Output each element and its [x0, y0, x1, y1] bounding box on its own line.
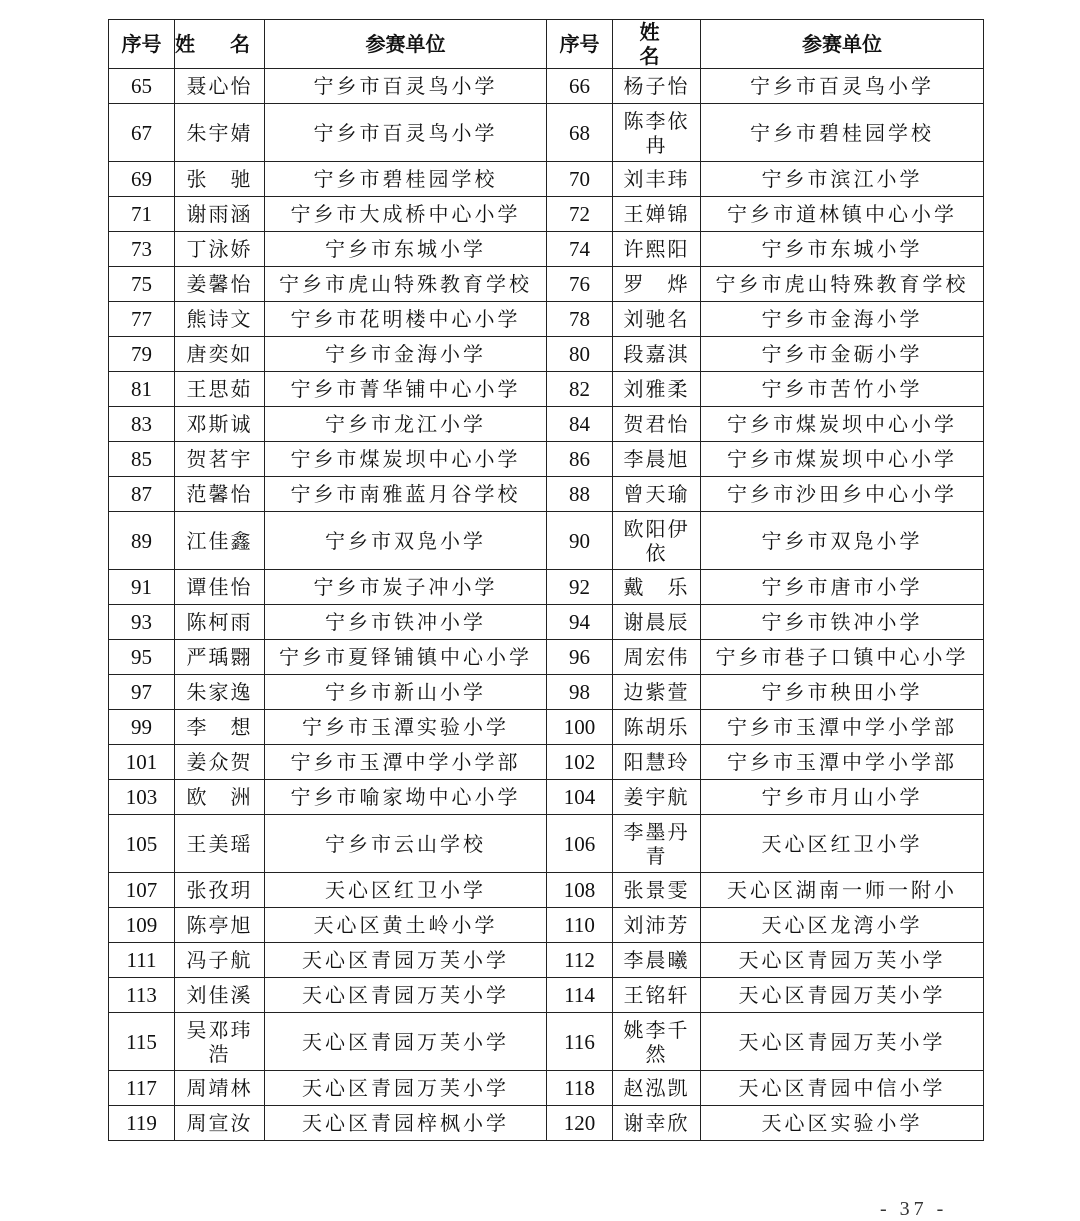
seq-right-cell: 112: [547, 943, 613, 978]
unit-right-cell: 宁乡市玉潭中学小学部: [701, 745, 984, 780]
table-row: [109, 372, 984, 407]
name-left-cell: 谢雨涵: [175, 197, 265, 232]
unit-right-cell: 天心区实验小学: [701, 1106, 984, 1141]
table-row: [109, 978, 984, 1013]
name-right-cell: 陈胡乐: [613, 710, 701, 745]
seq-left-cell: 81: [109, 372, 175, 407]
table-row: [109, 69, 984, 104]
name-right-cell: 李晨曦: [613, 943, 701, 978]
name-right-cell: 刘雅柔: [613, 372, 701, 407]
seq-right-cell: 102: [547, 745, 613, 780]
unit-left-cell: 宁乡市云山学校: [265, 815, 547, 873]
name-right-cell: 段嘉淇: [613, 337, 701, 372]
name-right-cell: 王铭轩: [613, 978, 701, 1013]
name-right-cell: 刘沛芳: [613, 908, 701, 943]
name-left-cell: 熊诗文: [175, 302, 265, 337]
name-right-cell: 刘丰玮: [613, 162, 701, 197]
unit-right-cell: 天心区青园万芙小学: [701, 943, 984, 978]
seq-left-cell: 95: [109, 640, 175, 675]
unit-left-cell: 宁乡市虎山特殊教育学校: [265, 267, 547, 302]
seq-right-cell: 110: [547, 908, 613, 943]
name-left-cell: 严瑀翾: [175, 640, 265, 675]
seq-left-cell: 109: [109, 908, 175, 943]
unit-left-cell: 天心区青园万芙小学: [265, 1071, 547, 1106]
header-name-right: 姓 名: [613, 20, 701, 69]
unit-right-cell: 宁乡市双凫小学: [701, 512, 984, 570]
seq-right-cell: 84: [547, 407, 613, 442]
name-left-cell: 丁泳娇: [175, 232, 265, 267]
unit-right-cell: 宁乡市沙田乡中心小学: [701, 477, 984, 512]
unit-right-cell: 宁乡市铁冲小学: [701, 605, 984, 640]
name-right-cell: 李墨丹青: [613, 815, 701, 873]
name-right-cell: 李晨旭: [613, 442, 701, 477]
unit-left-cell: 天心区青园梓枫小学: [265, 1106, 547, 1141]
seq-left-cell: 91: [109, 570, 175, 605]
seq-left-cell: 73: [109, 232, 175, 267]
name-right-cell: 谢幸欣: [613, 1106, 701, 1141]
table-row: [109, 267, 984, 302]
seq-right-cell: 94: [547, 605, 613, 640]
table-row: [109, 197, 984, 232]
table-body: [109, 69, 984, 1141]
header-seq-right: 序号: [547, 20, 613, 69]
unit-right-cell: 天心区青园万芙小学: [701, 1013, 984, 1071]
unit-left-cell: 天心区黄土岭小学: [265, 908, 547, 943]
name-right-cell: 边紫萱: [613, 675, 701, 710]
seq-right-cell: 72: [547, 197, 613, 232]
name-right-cell: 贺君怡: [613, 407, 701, 442]
unit-right-cell: 天心区青园中信小学: [701, 1071, 984, 1106]
name-left-cell: 刘佳溪: [175, 978, 265, 1013]
seq-right-cell: 66: [547, 69, 613, 104]
name-left-cell: 姜众贺: [175, 745, 265, 780]
unit-right-cell: 宁乡市东城小学: [701, 232, 984, 267]
seq-left-cell: 65: [109, 69, 175, 104]
unit-left-cell: 宁乡市铁冲小学: [265, 605, 547, 640]
unit-left-cell: 宁乡市双凫小学: [265, 512, 547, 570]
seq-right-cell: 78: [547, 302, 613, 337]
unit-right-cell: 宁乡市滨江小学: [701, 162, 984, 197]
name-left-cell: 朱宇婧: [175, 104, 265, 162]
name-right-cell: 阳慧玲: [613, 745, 701, 780]
unit-right-cell: 宁乡市玉潭中学小学部: [701, 710, 984, 745]
unit-right-cell: 宁乡市金海小学: [701, 302, 984, 337]
table-row: [109, 908, 984, 943]
seq-right-cell: 120: [547, 1106, 613, 1141]
unit-left-cell: 宁乡市玉潭中学小学部: [265, 745, 547, 780]
name-left-cell: 吴邓玮浩: [175, 1013, 265, 1071]
name-left-cell: 陈柯雨: [175, 605, 265, 640]
unit-right-cell: 宁乡市百灵鸟小学: [701, 69, 984, 104]
seq-left-cell: 77: [109, 302, 175, 337]
seq-left-cell: 111: [109, 943, 175, 978]
unit-right-cell: 宁乡市虎山特殊教育学校: [701, 267, 984, 302]
table-row: [109, 442, 984, 477]
table-row: [109, 1106, 984, 1141]
header-unit-right: 参赛单位: [701, 20, 984, 69]
name-left-cell: 张 驰: [175, 162, 265, 197]
name-right-cell: 周宏伟: [613, 640, 701, 675]
unit-left-cell: 宁乡市南雅蓝月谷学校: [265, 477, 547, 512]
unit-left-cell: 宁乡市喻家坳中心小学: [265, 780, 547, 815]
name-right-cell: 曾天瑜: [613, 477, 701, 512]
name-left-cell: 朱家逸: [175, 675, 265, 710]
seq-left-cell: 97: [109, 675, 175, 710]
unit-right-cell: 宁乡市煤炭坝中心小学: [701, 442, 984, 477]
unit-right-cell: 天心区青园万芙小学: [701, 978, 984, 1013]
unit-left-cell: 宁乡市东城小学: [265, 232, 547, 267]
unit-left-cell: 宁乡市大成桥中心小学: [265, 197, 547, 232]
unit-left-cell: 宁乡市花明楼中心小学: [265, 302, 547, 337]
seq-left-cell: 113: [109, 978, 175, 1013]
table-row: [109, 337, 984, 372]
unit-left-cell: 宁乡市金海小学: [265, 337, 547, 372]
name-right-cell: 张景雯: [613, 873, 701, 908]
name-left-cell: 陈亭旭: [175, 908, 265, 943]
name-right-cell: 戴 乐: [613, 570, 701, 605]
table-row: [109, 162, 984, 197]
seq-right-cell: 86: [547, 442, 613, 477]
table-row: [109, 815, 984, 873]
table-row: [109, 605, 984, 640]
name-right-cell: 许熙阳: [613, 232, 701, 267]
unit-left-cell: 宁乡市夏铎铺镇中心小学: [265, 640, 547, 675]
name-right-cell: 欧阳伊依: [613, 512, 701, 570]
table-row: [109, 675, 984, 710]
table-row: [109, 570, 984, 605]
table-row: [109, 477, 984, 512]
name-left-cell: 王美瑶: [175, 815, 265, 873]
table-row: [109, 1071, 984, 1106]
seq-left-cell: 85: [109, 442, 175, 477]
name-left-cell: 贺茗宇: [175, 442, 265, 477]
unit-left-cell: 天心区青园万芙小学: [265, 1013, 547, 1071]
seq-right-cell: 108: [547, 873, 613, 908]
seq-left-cell: 67: [109, 104, 175, 162]
seq-right-cell: 70: [547, 162, 613, 197]
table-row: [109, 745, 984, 780]
seq-right-cell: 116: [547, 1013, 613, 1071]
name-left-cell: 李 想: [175, 710, 265, 745]
seq-right-cell: 88: [547, 477, 613, 512]
name-left-cell: 张孜玥: [175, 873, 265, 908]
unit-right-cell: 宁乡市煤炭坝中心小学: [701, 407, 984, 442]
name-right-cell: 姜宇航: [613, 780, 701, 815]
table-row: [109, 943, 984, 978]
unit-left-cell: 宁乡市菁华铺中心小学: [265, 372, 547, 407]
unit-left-cell: 天心区青园万芙小学: [265, 978, 547, 1013]
name-right-cell: 刘驰名: [613, 302, 701, 337]
name-left-cell: 唐奕如: [175, 337, 265, 372]
unit-right-cell: 宁乡市月山小学: [701, 780, 984, 815]
table-row: [109, 407, 984, 442]
seq-left-cell: 103: [109, 780, 175, 815]
table-row: [109, 710, 984, 745]
seq-left-cell: 87: [109, 477, 175, 512]
name-right-cell: 罗 烨: [613, 267, 701, 302]
seq-right-cell: 82: [547, 372, 613, 407]
name-left-cell: 聂心怡: [175, 69, 265, 104]
name-left-cell: 王思茹: [175, 372, 265, 407]
name-left-cell: 江佳鑫: [175, 512, 265, 570]
seq-left-cell: 83: [109, 407, 175, 442]
seq-left-cell: 71: [109, 197, 175, 232]
unit-left-cell: 宁乡市煤炭坝中心小学: [265, 442, 547, 477]
unit-left-cell: 宁乡市玉潭实验小学: [265, 710, 547, 745]
unit-right-cell: 宁乡市道林镇中心小学: [701, 197, 984, 232]
name-left-cell: 范馨怡: [175, 477, 265, 512]
unit-left-cell: 天心区红卫小学: [265, 873, 547, 908]
name-right-cell: 杨子怡: [613, 69, 701, 104]
unit-left-cell: 天心区青园万芙小学: [265, 943, 547, 978]
table-row: [109, 232, 984, 267]
seq-left-cell: 93: [109, 605, 175, 640]
seq-right-cell: 96: [547, 640, 613, 675]
seq-right-cell: 106: [547, 815, 613, 873]
seq-right-cell: 74: [547, 232, 613, 267]
seq-right-cell: 118: [547, 1071, 613, 1106]
table-row: [109, 302, 984, 337]
name-left-cell: 周宣汝: [175, 1106, 265, 1141]
table-row: [109, 512, 984, 570]
seq-left-cell: 101: [109, 745, 175, 780]
seq-right-cell: 92: [547, 570, 613, 605]
unit-right-cell: 宁乡市碧桂园学校: [701, 104, 984, 162]
name-left-cell: 谭佳怡: [175, 570, 265, 605]
unit-right-cell: 宁乡市唐市小学: [701, 570, 984, 605]
unit-right-cell: 宁乡市巷子口镇中心小学: [701, 640, 984, 675]
unit-right-cell: 宁乡市金砺小学: [701, 337, 984, 372]
name-right-cell: 陈李依冉: [613, 104, 701, 162]
table-row: [109, 104, 984, 162]
unit-left-cell: 宁乡市龙江小学: [265, 407, 547, 442]
seq-right-cell: 114: [547, 978, 613, 1013]
seq-left-cell: 79: [109, 337, 175, 372]
unit-left-cell: 宁乡市新山小学: [265, 675, 547, 710]
seq-left-cell: 115: [109, 1013, 175, 1071]
seq-left-cell: 105: [109, 815, 175, 873]
seq-left-cell: 119: [109, 1106, 175, 1141]
seq-right-cell: 98: [547, 675, 613, 710]
seq-left-cell: 69: [109, 162, 175, 197]
name-right-cell: 姚李千然: [613, 1013, 701, 1071]
seq-right-cell: 100: [547, 710, 613, 745]
unit-left-cell: 宁乡市炭子冲小学: [265, 570, 547, 605]
seq-left-cell: 75: [109, 267, 175, 302]
name-left-cell: 邓斯诚: [175, 407, 265, 442]
seq-left-cell: 117: [109, 1071, 175, 1106]
name-left-cell: 冯子航: [175, 943, 265, 978]
unit-left-cell: 宁乡市碧桂园学校: [265, 162, 547, 197]
seq-right-cell: 68: [547, 104, 613, 162]
participant-table: [108, 19, 984, 1141]
table-header-row: [109, 20, 984, 69]
name-right-cell: 谢晨辰: [613, 605, 701, 640]
unit-right-cell: 天心区红卫小学: [701, 815, 984, 873]
unit-right-cell: 天心区湖南一师一附小: [701, 873, 984, 908]
seq-left-cell: 107: [109, 873, 175, 908]
name-left-cell: 姜馨怡: [175, 267, 265, 302]
unit-left-cell: 宁乡市百灵鸟小学: [265, 104, 547, 162]
unit-right-cell: 宁乡市苦竹小学: [701, 372, 984, 407]
unit-right-cell: 宁乡市秧田小学: [701, 675, 984, 710]
header-unit-left: 参赛单位: [265, 20, 547, 69]
seq-right-cell: 76: [547, 267, 613, 302]
seq-left-cell: 89: [109, 512, 175, 570]
table-row: [109, 780, 984, 815]
header-seq-left: 序号: [109, 20, 175, 69]
name-right-cell: 王婵锦: [613, 197, 701, 232]
name-left-cell: 周靖林: [175, 1071, 265, 1106]
name-right-cell: 赵泓凯: [613, 1071, 701, 1106]
table-row: [109, 1013, 984, 1071]
seq-left-cell: 99: [109, 710, 175, 745]
name-left-cell: 欧 洲: [175, 780, 265, 815]
unit-left-cell: 宁乡市百灵鸟小学: [265, 69, 547, 104]
table-row: [109, 640, 984, 675]
page-number: - 37 -: [880, 1198, 948, 1220]
seq-right-cell: 80: [547, 337, 613, 372]
header-name-left: 姓 名: [175, 20, 265, 69]
table-row: [109, 873, 984, 908]
seq-right-cell: 104: [547, 780, 613, 815]
seq-right-cell: 90: [547, 512, 613, 570]
unit-right-cell: 天心区龙湾小学: [701, 908, 984, 943]
